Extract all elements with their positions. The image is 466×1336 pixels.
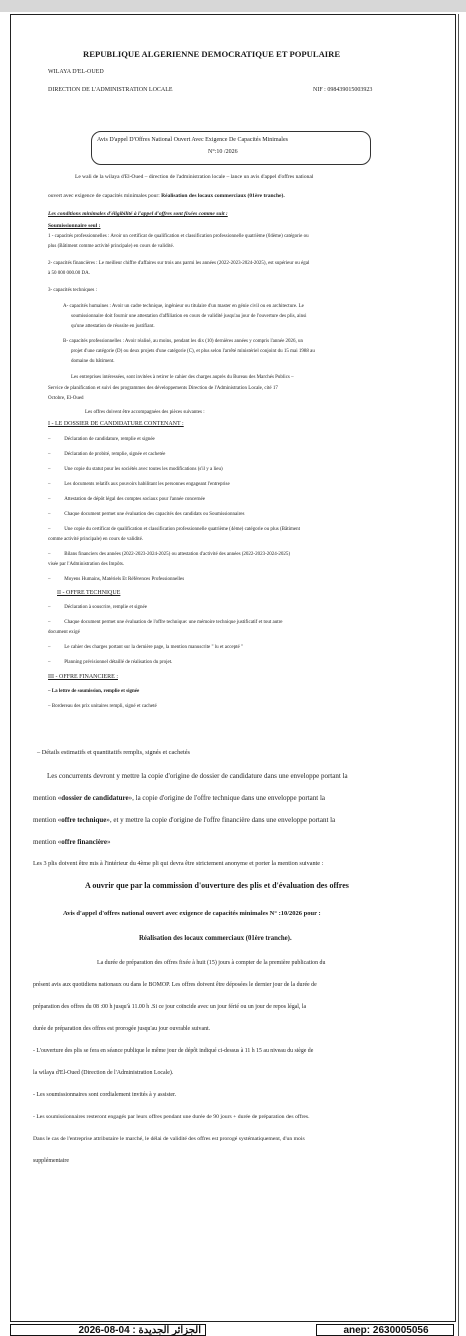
invite-line-2: Service de planification et suivi des programmes des développements Direction de l'Administration Locale, cité 17 bbox=[48, 386, 278, 391]
invite-line-1: Les entreprises intéressées, sont invitées à retirer le cahier des charges auprès du Bureau des Marchés Publics – bbox=[71, 375, 294, 380]
cond-professional-b-1: B- capacités professionnelles : Avoir réalisé, au moins, pendant les dix (10) dernières années y compris l'année 2026, un bbox=[63, 339, 304, 344]
technique-item: – Le cahier des charges portant sur la dernière page, la mention manuscrite " lu et accepté " bbox=[48, 645, 244, 650]
cond-professional-2: plus (Bâtiment comme activité principale) en cours de validité. bbox=[48, 244, 174, 249]
dossier-item: – Déclaration de probité, remplie, signée et cachetée bbox=[48, 452, 166, 457]
conditions-heading: Les conditions minimales d'éligibilité à l'appel d'offres sont fixées comme suit : bbox=[48, 211, 228, 217]
tender-notice-document bbox=[10, 14, 456, 1322]
republic-title: REPUBLIQUE ALGERIENNE DEMOCRATIQUE ET POPULAIRE bbox=[83, 49, 341, 59]
plis-instruction: Les 3 plis doivent être mis à l'intérieur du 4ème pli qui devra être strictement anonyme et porter la mention suivante : bbox=[33, 860, 324, 867]
dossier-item: – Déclaration de candidature, remplie et signée bbox=[48, 437, 155, 442]
dossier-item: – Une copie du certificat de qualification et classification professionnelle quatrième (4ème) catégorie ou plus (Bâtiment bbox=[48, 527, 300, 532]
duree-line-1: La durée de préparation des offres fixée à huit (15) jours à compter de la première publication du bbox=[97, 960, 326, 966]
dossier-item: – Moyens Humains, Matériels Et Références Professionnelles bbox=[48, 577, 185, 582]
nif-number: NIF : 098439015003923 bbox=[313, 87, 373, 93]
ouverture-line-3: - Les soumissionnaires sont cordialement invités à y assister. bbox=[33, 1092, 177, 1098]
engagement-line-2: Dans le cas de l'entreprise attributaire le marché, le délai de validité des offres est prorogé systématiquement, d'un mois bbox=[33, 1136, 305, 1142]
financiere-item-2: – Bordereau des prix unitaires rempli, signé et cacheté bbox=[48, 704, 157, 709]
cond-financial-1: 2- capacités financières : Le meilleur chiffre d'affaires sur trois ans parmi les années (2022-2023-2024-2025), est supérieur ou égal bbox=[48, 261, 310, 266]
cond-human-2: soumissionnaire doit fournir une attestation d'affiliation en cours de validité jusqu'au jour de l'ouverture des plis, ainsi bbox=[71, 314, 307, 319]
a-ouvrir-mention: A ouvrir que par la commission d'ouverture des plis et d'évaluation des offres bbox=[85, 881, 349, 890]
cond-technical: 3- capacités techniques : bbox=[48, 288, 98, 293]
realisation-object: Réalisation des locaux commerciaux (01ère tranche). bbox=[139, 935, 292, 942]
dossier-item: – Bilans financiers des années (2022-2023-2024-2025) ou attestation d'activité des années (2022-2023-2024-2025) bbox=[48, 552, 291, 557]
notice-number: N°:10 /2026 bbox=[208, 149, 238, 155]
engagement-line-1: - Les soumissionnaires resteront engagés par leurs offres pendant une durée de 90 jours + durée de préparation des offres. bbox=[33, 1114, 310, 1120]
concurrents-line-2: mention «dossier de candidature», la copie d'origine de l'offre technique dans une enveloppe portant la bbox=[33, 794, 326, 802]
dossier-item-cont: comme activité principale) en cours de validité. bbox=[48, 537, 144, 542]
details-estimatifs: – Détails estimatifs et quantitatifs remplis, signés et cachetés bbox=[37, 749, 191, 756]
ouverture-line-1: - L'ouverture des plis se fera en séance publique le même jour de dépôt indiqué ci-dessus à 11 h 15 au niveau du siège de bbox=[33, 1048, 314, 1054]
technique-item: – Planning prévisionnel détaillé de réalisation du projet. bbox=[48, 660, 173, 665]
ouverture-line-2: la wilaya d'El-Oued (Direction de l'Administration Locale). bbox=[33, 1070, 174, 1076]
dossier-item: – Une copie du statut pour les sociétés avec toutes les modifications (s'il y a lieu) bbox=[48, 467, 223, 472]
duree-line-4: durée de préparation des offres est prorogée jusqu'au jour ouvrable suivant. bbox=[33, 1026, 211, 1032]
concurrents-line-4: mention «offre financière» bbox=[33, 838, 111, 846]
footer-anep-box bbox=[316, 1324, 454, 1336]
duree-line-3: préparation des offres du 08 :00 h jusqu'à 11.00 h .Si ce jour coïncide avec un jour férié ou un jour de repos légal, la bbox=[33, 1004, 307, 1010]
right-frame-edge bbox=[458, 14, 466, 1336]
technique-item-cont: document exigé bbox=[48, 630, 80, 635]
financiere-heading: III - OFFRE FINANCIERE : bbox=[48, 674, 118, 680]
technique-item: – Déclaration à souscrire, remplie et signée bbox=[48, 605, 147, 610]
technique-heading: II - OFFRE TECHNIQUE bbox=[57, 590, 121, 596]
cond-human-3: qu'une attestation de réussite en justifiant. bbox=[71, 324, 155, 329]
cond-human-1: A- capacités humaines : Avoir un cadre technique, ingénieur ou titulaire d'un master en génie civil ou en architecture. Le bbox=[63, 304, 304, 309]
concurrents-line-3: mention «offre technique», et y mettre la copie d'origine de l'offre financière dans une enveloppe portant la bbox=[33, 816, 336, 824]
footer-date: 2026-08-04 : الجزائر الجديدة bbox=[78, 1325, 201, 1336]
dossier-heading: I - LE DOSSIER DE CANDIDATURE CONTENANT : bbox=[48, 421, 184, 427]
concurrents-line-1: Les concurrents devront y mettre la copie d'origine de dossier de candidature dans une enveloppe portant la bbox=[47, 772, 348, 780]
direction-label: DIRECTION DE L'ADMINISTRATION LOCALE bbox=[48, 87, 173, 93]
footer-anep: anep: 2630005056 bbox=[343, 1325, 429, 1336]
dossier-item: – Les documents relatifs aux pouvoirs habilitant les personnes engageant l'entreprise bbox=[48, 482, 230, 487]
invite-line-3: Octobre, El-Oued bbox=[48, 396, 84, 401]
cond-professional-b-3: domaine du bâtiment. bbox=[71, 359, 115, 364]
dossier-item: – Chaque document permet une évaluation des capacités des candidats ou Soumissionnaires bbox=[48, 512, 245, 517]
engagement-line-3: supplémentaire bbox=[33, 1158, 69, 1164]
top-bar bbox=[0, 0, 466, 12]
financiere-item-1: – La lettre de soumission, remplie et signée bbox=[48, 689, 140, 694]
notice-title: Avis D'appel D'Offres National Ouvert Avec Exigence De Capacités Minimales bbox=[97, 137, 288, 143]
invite-line-4: Les offres doivent être accompagnées des pièces suivantes : bbox=[85, 410, 205, 415]
dossier-item: – Attestation de dépôt légal des comptes sociaux pour l'année concernée bbox=[48, 497, 205, 502]
conditions-subheading: Soumissionnaire seul : bbox=[48, 223, 101, 229]
duree-line-2: présent avis aux quotidiens nationaux ou dans le BOMOP. Les offres doivent être déposées le dernier jour de la durée de bbox=[33, 982, 317, 988]
intro-line-2: ouvert avec exigence de capacités minimales pour: Réalisation des locaux commerciaux (01ère tranche). bbox=[48, 193, 285, 199]
wilaya-label: WILAYA D'EL-OUED bbox=[48, 69, 104, 75]
cond-financial-2: à 50 000 000.00 DA. bbox=[48, 271, 90, 276]
dossier-item-cont: visée par l'Administration des Impôts. bbox=[48, 562, 125, 567]
cond-professional-b-2: projet d'une catégorie (D) ou deux projets d'une catégorie (C), et plus selon l'arrêté ministériel conjoint du 15 mai 1988 au bbox=[71, 349, 315, 354]
cond-professional-1: 1 - capacités professionnelles : Avoir un certificat de qualification et classification professionnelle quatrième (04ème) catégorie ou bbox=[48, 234, 309, 239]
footer-date-box bbox=[10, 1324, 206, 1336]
technique-item: – Chaque document permet une évaluation de l'offre technique: une mémoire technique justificatif et tout autre bbox=[48, 620, 283, 625]
avis-reference: Avis d'appel d'offres national ouvert avec exigence de capacités minimales N° :10/2026 pour : bbox=[63, 910, 321, 917]
intro-line-1: Le wali de la wilaya d'El-Oued – direction de l'administration locale – lance un avis d'appel d'offres national bbox=[75, 174, 314, 180]
